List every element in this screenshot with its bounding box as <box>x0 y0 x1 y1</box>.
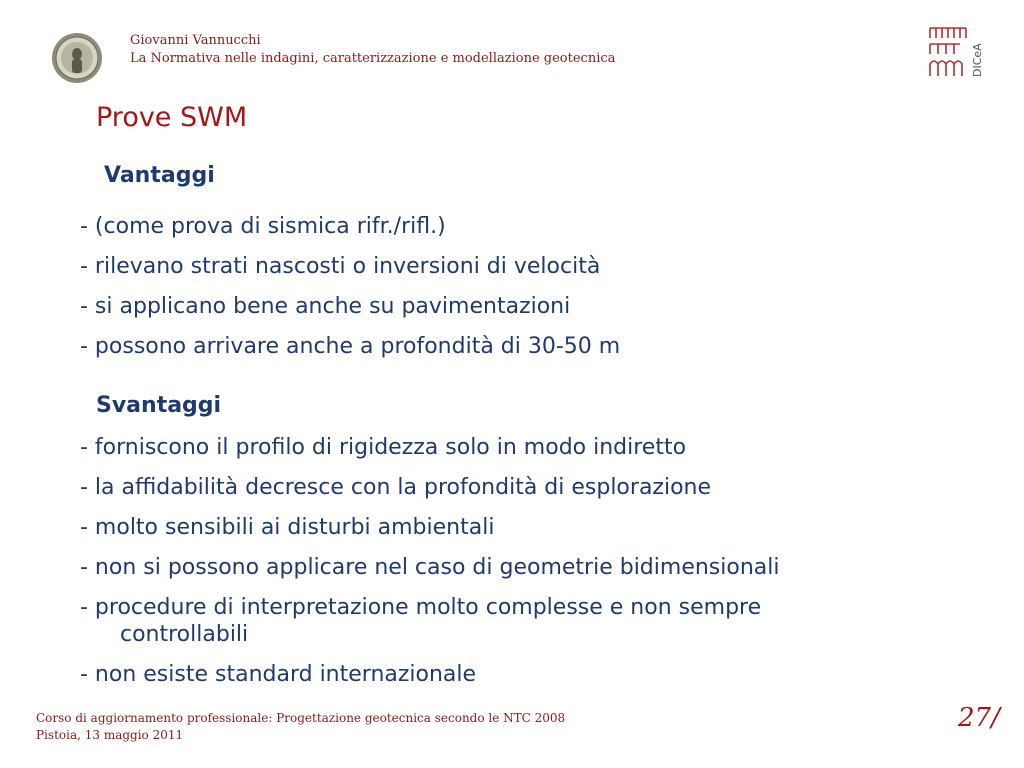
list-item: - non si possono applicare nel caso di geometrie bidimensionali <box>80 555 780 580</box>
list-item: - si applicano bene anche su pavimentazioni <box>80 294 571 319</box>
dicea-logo-icon <box>928 24 988 78</box>
slide-title: Prove SWM <box>96 102 248 133</box>
university-seal-icon <box>51 32 103 84</box>
disadvantages-list <box>80 434 779 701</box>
list-item-line: - procedure di interpretazione molto complesse e non sempre <box>80 595 762 620</box>
list-item: - forniscono il profilo di rigidezza solo in modo indiretto <box>80 435 687 460</box>
footer-place-date: Pistoia, 13 maggio 2011 <box>36 728 184 742</box>
list-item: - possono arrivare anche a profondità di 30-50 m <box>80 334 621 359</box>
logo-text: DICeA <box>971 43 984 77</box>
list-item: - non esiste standard internazionale <box>80 662 477 687</box>
page-number: 27/ <box>958 703 1000 733</box>
list-item <box>80 594 779 648</box>
list-item: - la affidabilità decresce con la profondità di esplorazione <box>80 475 712 500</box>
advantages-list <box>80 213 620 373</box>
list-item-continuation: controllabili <box>120 622 249 647</box>
disadvantages-heading: Svantaggi <box>96 393 222 418</box>
footer-course: Corso di aggiornamento professionale: Progettazione geotecnica secondo le NTC 2008 <box>36 711 566 725</box>
list-item: - molto sensibili ai disturbi ambientali <box>80 515 495 540</box>
header-author: Giovanni Vannucchi <box>130 33 261 48</box>
header-subtitle: La Normativa nelle indagini, caratterizzazione e modellazione geotecnica <box>130 51 616 66</box>
advantages-heading: Vantaggi <box>104 163 215 188</box>
list-item: - (come prova di sismica rifr./rifl.) <box>80 214 446 239</box>
list-item: - rilevano strati nascosti o inversioni di velocità <box>80 254 601 279</box>
